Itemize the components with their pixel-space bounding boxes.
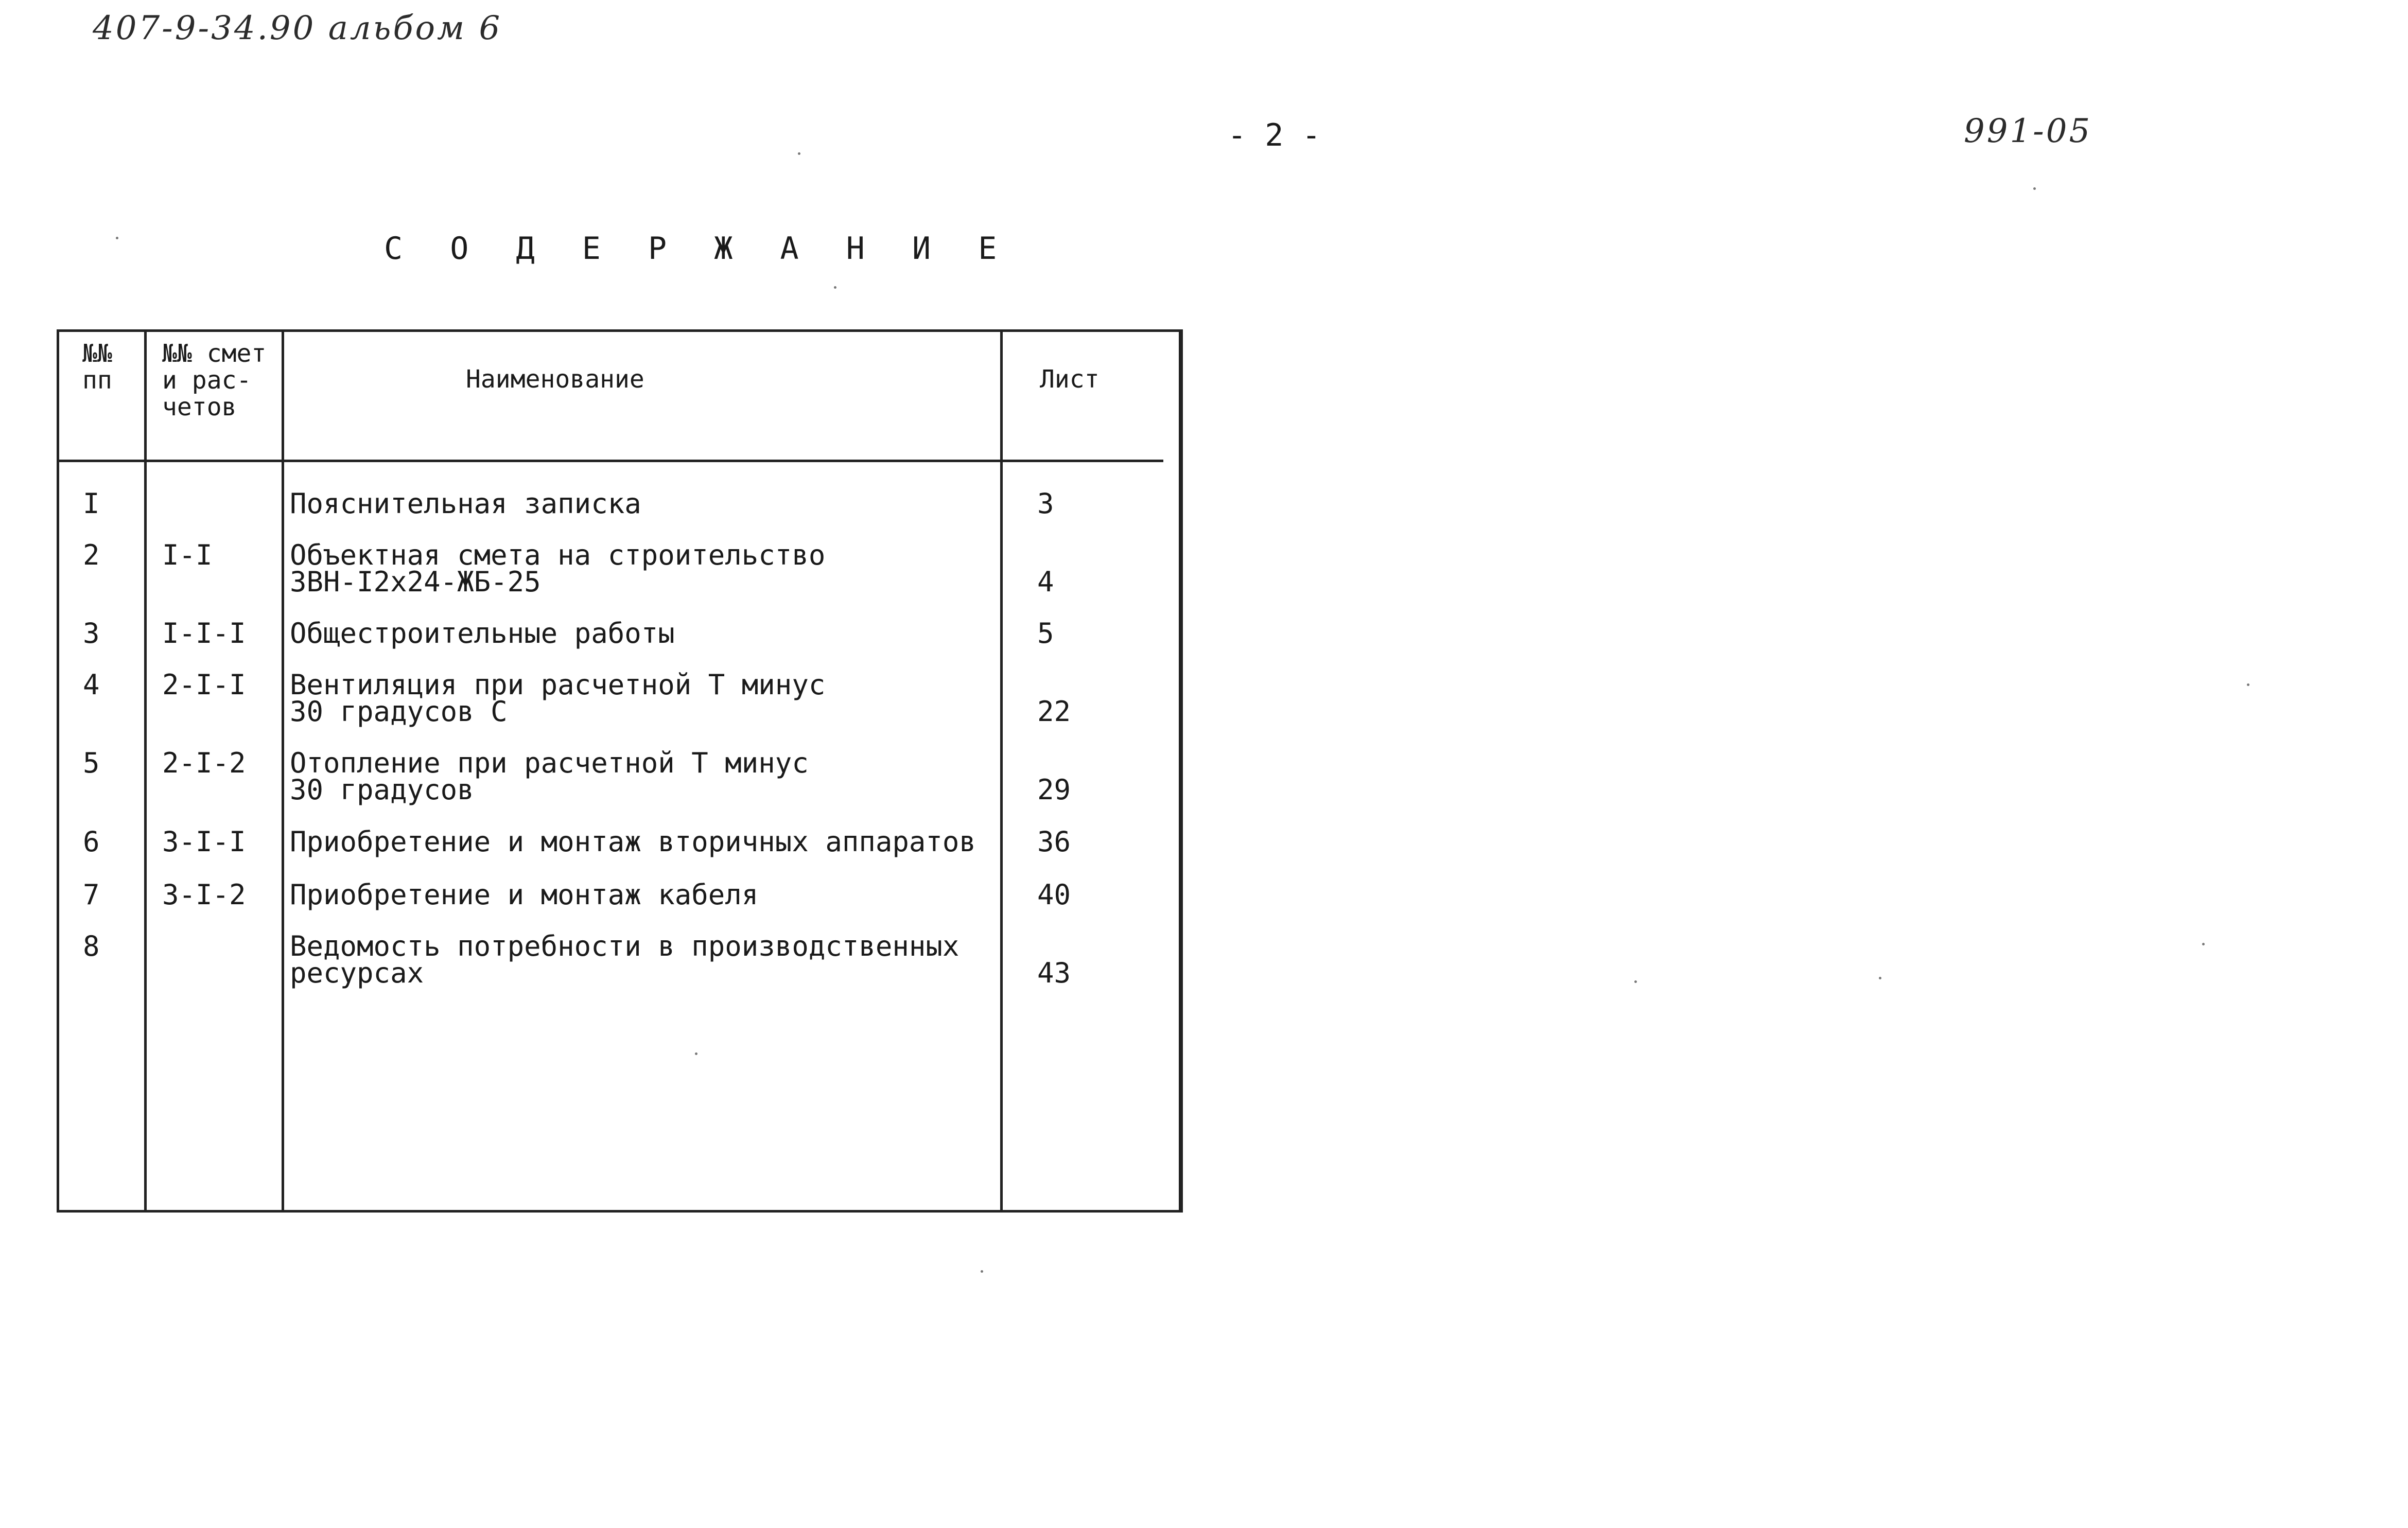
row-sheet: 4 [1037, 566, 1054, 598]
scan-speck [834, 286, 836, 289]
contents-table [57, 329, 1183, 1213]
row-number: 6 [83, 826, 100, 858]
row-number: 2 [83, 539, 100, 571]
row-number: 5 [83, 747, 100, 779]
header-sheet: Лист [1040, 365, 1100, 394]
row-number: I [83, 487, 100, 520]
row-sheet: 3 [1037, 487, 1054, 520]
scan-speck [2033, 187, 2036, 190]
row-name: Объектная смета на строительство ЗВН-I2х24-ЖБ-25 [290, 539, 826, 598]
handwritten-sheet-code: 991-05 [1964, 112, 2092, 150]
scan-speck [695, 1052, 697, 1055]
page-number: - 2 - [1228, 117, 1321, 153]
row-estimate: 2-I-I [162, 669, 246, 701]
row-name: Общестроительные работы [290, 617, 675, 649]
table-row [59, 930, 1179, 1010]
table-row [59, 669, 1179, 749]
scan-speck [1634, 980, 1637, 983]
row-name: Пояснительная записка [290, 487, 641, 520]
row-estimate: 3-I-I [162, 826, 246, 858]
row-sheet: 5 [1037, 617, 1054, 649]
row-name: Ведомость потребности в производственных ресурсах [290, 930, 959, 989]
row-name: Приобретение и монтаж вторичных аппаратов [290, 826, 976, 858]
row-sheet: 43 [1037, 957, 1071, 989]
scan-speck [981, 1270, 983, 1273]
row-estimate: I-I-I [162, 617, 246, 649]
document-title: С О Д Е Р Ж А Н И Е [384, 231, 1011, 267]
row-name: Отопление при расчетной Т минус 30 градусов [290, 747, 809, 806]
row-sheet: 36 [1037, 826, 1071, 858]
row-name: Вентиляция при расчетной Т минус 30 градусов С [290, 669, 826, 728]
scan-speck [1879, 977, 1881, 979]
table-row [59, 747, 1179, 827]
header-name: Наименование [466, 365, 644, 394]
row-number: 4 [83, 669, 100, 701]
scan-speck [116, 237, 118, 239]
table-row [59, 539, 1179, 619]
row-sheet: 29 [1037, 774, 1071, 806]
row-name: Приобретение и монтаж кабеля [290, 879, 759, 911]
scan-speck [798, 152, 800, 155]
row-number: 3 [83, 617, 100, 649]
row-estimate: I-I [162, 539, 213, 571]
row-number: 7 [83, 879, 100, 911]
row-estimate: 3-I-2 [162, 879, 246, 911]
row-sheet: 40 [1037, 879, 1071, 911]
header-item-number: №№ пп [82, 339, 112, 395]
row-sheet: 22 [1037, 695, 1071, 728]
header-divider [59, 460, 1163, 462]
row-number: 8 [83, 930, 100, 962]
row-estimate: 2-I-2 [162, 747, 246, 779]
header-estimate-number: №№ смет и рас- четов [162, 339, 267, 421]
scan-speck [2247, 683, 2249, 686]
scan-speck [2202, 943, 2205, 945]
handwritten-album-note: 407-9-34.90 альбом 6 [93, 9, 502, 47]
